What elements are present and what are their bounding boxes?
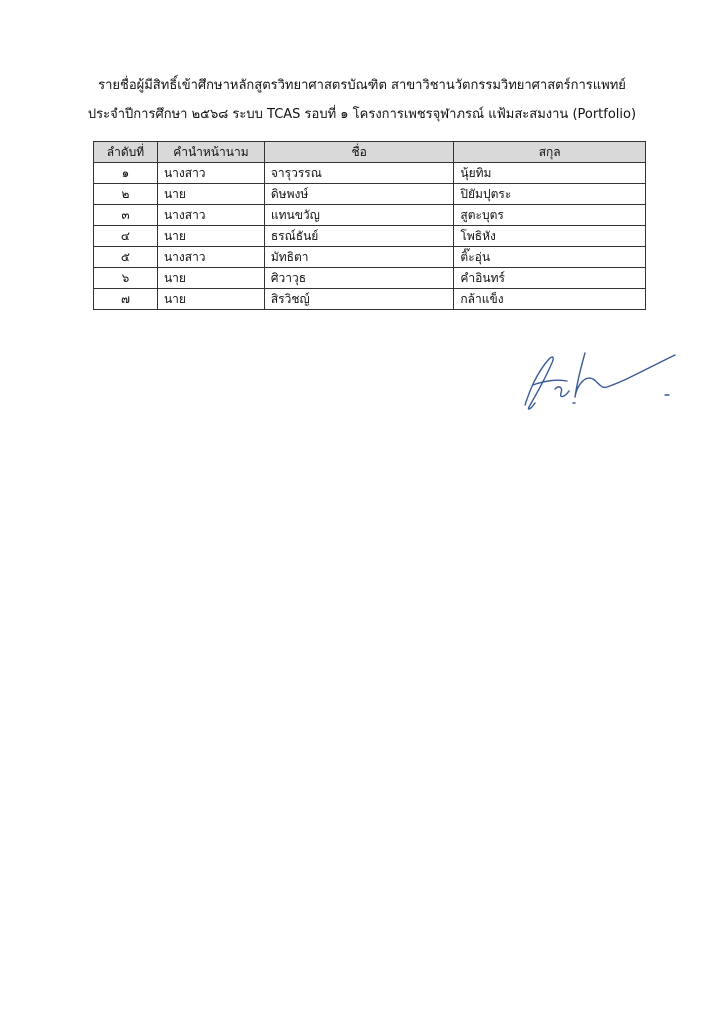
cell-no: ๗	[94, 289, 158, 310]
handwritten-signature	[515, 345, 685, 415]
signature-strokes	[525, 353, 675, 409]
header-no: ลำดับที่	[94, 142, 158, 163]
cell-title: นาย	[157, 289, 264, 310]
cell-no: ๔	[94, 226, 158, 247]
cell-last-name: โพธิหัง	[454, 226, 646, 247]
admission-list-table	[93, 141, 646, 310]
cell-title: นาย	[157, 268, 264, 289]
cell-first-name: ศิวาวุธ	[264, 268, 454, 289]
cell-no: ๖	[94, 268, 158, 289]
cell-title: นางสาว	[157, 205, 264, 226]
cell-last-name: กล้าแข็ง	[454, 289, 646, 310]
cell-title: นาย	[157, 226, 264, 247]
cell-no: ๓	[94, 205, 158, 226]
document-title-line2: ประจำปีการศึกษา ๒๕๖๘ ระบบ TCAS รอบที่ ๑ โครงการเพชรจุฬาภรณ์ แฟ้มสะสมงาน (Portfolio)	[87, 107, 637, 122]
header-last-name: สกุล	[454, 142, 646, 163]
cell-last-name: คำอินทร์	[454, 268, 646, 289]
header-title: คำนำหน้านาม	[157, 142, 264, 163]
table-row	[94, 205, 646, 226]
cell-no: ๑	[94, 163, 158, 184]
cell-title: นางสาว	[157, 163, 264, 184]
cell-first-name: ธรณ์ธันย์	[264, 226, 454, 247]
header-first-name: ชื่อ	[264, 142, 454, 163]
cell-last-name: นุ้ยทิม	[454, 163, 646, 184]
cell-last-name: ติ๊ะอุ่น	[454, 247, 646, 268]
cell-first-name: จารุวรรณ	[264, 163, 454, 184]
document-title-line1: รายชื่อผู้มีสิทธิ์เข้าศึกษาหลักสูตรวิทยาศาสตรบัณฑิต สาขาวิชานวัตกรรมวิทยาศาสตร์การแพทย์	[98, 78, 626, 93]
cell-last-name: ปิยัมปุตระ	[454, 184, 646, 205]
table-row	[94, 247, 646, 268]
cell-title: นางสาว	[157, 247, 264, 268]
cell-first-name: แทนขวัญ	[264, 205, 454, 226]
cell-last-name: สูตะบุตร	[454, 205, 646, 226]
cell-title: นาย	[157, 184, 264, 205]
cell-no: ๒	[94, 184, 158, 205]
cell-first-name: ดิษพงษ์	[264, 184, 454, 205]
table-row	[94, 163, 646, 184]
cell-no: ๕	[94, 247, 158, 268]
table-row	[94, 289, 646, 310]
table-header-row	[94, 142, 646, 163]
cell-first-name: มัทธิตา	[264, 247, 454, 268]
table-row	[94, 226, 646, 247]
table-row	[94, 184, 646, 205]
table-row	[94, 268, 646, 289]
cell-first-name: สิรวิชญ์	[264, 289, 454, 310]
